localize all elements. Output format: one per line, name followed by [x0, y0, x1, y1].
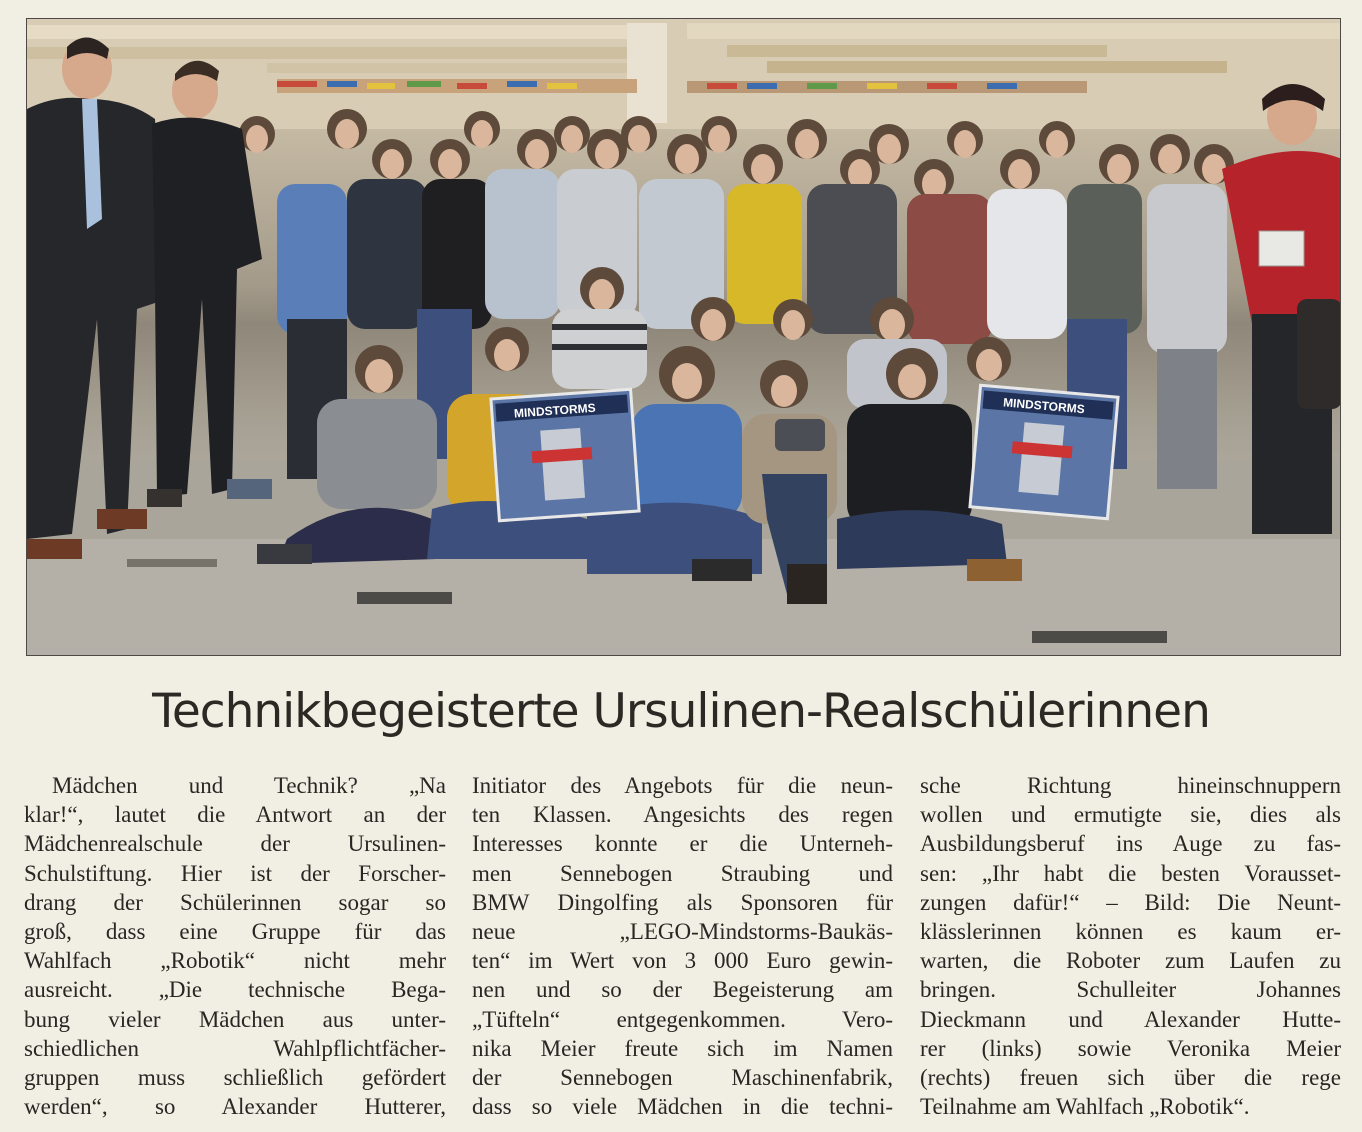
mindstorms-box-left	[491, 389, 639, 520]
text-line: Wahlfach „Robotik“ nicht mehr	[24, 948, 446, 974]
text-line: ten Klassen. Angesichts des regen	[472, 802, 893, 828]
mindstorms-box-right	[970, 385, 1118, 519]
article-column-3	[920, 771, 1341, 1121]
text-line: neue „LEGO-Mindstorms-Baukäs-	[472, 918, 893, 944]
svg-text:MINDSTORMS: MINDSTORMS	[513, 400, 597, 421]
svg-text:MINDSTORMS: MINDSTORMS	[1002, 395, 1086, 417]
text-line: gruppen muss schließlich gefördert	[24, 1064, 446, 1090]
text-line: Dieckmann und Alexander Hutte-	[920, 1006, 1341, 1032]
text-line: klar!“, lautet die Antwort an der	[24, 802, 446, 828]
article-headline: Technikbegeisterte Ursulinen-Realschülerinnen	[152, 684, 1210, 739]
text-line: Mädchenrealschule der Ursulinen-	[24, 831, 446, 857]
text-line: rer (links) sowie Veronika Meier	[920, 1035, 1341, 1061]
article-column-1	[24, 771, 446, 1121]
article-column-2	[472, 771, 893, 1121]
text-line: ausreicht. „Die technische Bega-	[24, 977, 446, 1003]
text-line: Schulstiftung. Hier ist der Forscher-	[24, 860, 446, 886]
text-line: Initiator des Angebots für die neun-	[472, 773, 893, 798]
text-line: schiedlichen Wahlpflichtfächer-	[24, 1035, 446, 1061]
text-line: groß, dass eine Gruppe für das	[24, 918, 446, 944]
text-line: der Sennebogen Maschinenfabrik,	[472, 1064, 893, 1090]
group-photo	[26, 18, 1341, 656]
text-line: men Sennebogen Straubing und	[472, 860, 893, 886]
text-line: Mädchen und Technik? „Na	[52, 773, 446, 798]
text-line: werden“, so Alexander Hutterer,	[24, 1094, 446, 1120]
text-line: Teilnahme am Wahlfach „Robotik“.	[920, 1094, 1250, 1120]
text-line: BMW Dingolfing als Sponsoren für	[472, 889, 893, 915]
text-line: Ausbildungsberuf ins Auge zu fas-	[920, 831, 1341, 857]
text-line: drang der Schülerinnen sogar so	[24, 889, 446, 915]
text-line: zungen dafür!“ – Bild: Die Neunt-	[920, 889, 1341, 915]
text-line: Interesses konnte er die Unterneh-	[472, 831, 893, 857]
text-line: warten, die Roboter zum Laufen zu	[920, 948, 1341, 974]
text-line: ten“ im Wert von 3 000 Euro gewin-	[472, 948, 893, 974]
text-line: wollen und ermutigte sie, dies als	[920, 802, 1341, 828]
article-body	[24, 771, 1342, 1121]
text-line: bringen. Schulleiter Johannes	[920, 977, 1341, 1003]
text-line: nika Meier freute sich im Namen	[472, 1035, 893, 1061]
text-line: bung vieler Mädchen aus unter-	[24, 1006, 446, 1032]
text-line: nen und so der Begeisterung am	[472, 977, 893, 1003]
text-line: sen: „Ihr habt die besten Vorausset-	[920, 860, 1341, 886]
text-line: „Tüfteln“ entgegenkommen. Vero-	[472, 1006, 893, 1032]
text-line: klässlerinnen können es kaum er-	[920, 918, 1341, 944]
text-line: dass so viele Mädchen in die techni-	[472, 1094, 893, 1120]
text-line: sche Richtung hineinschnuppern	[920, 773, 1341, 798]
text-line: (rechts) freuen sich über die rege	[920, 1064, 1341, 1090]
group-photo-icon	[27, 19, 1341, 656]
